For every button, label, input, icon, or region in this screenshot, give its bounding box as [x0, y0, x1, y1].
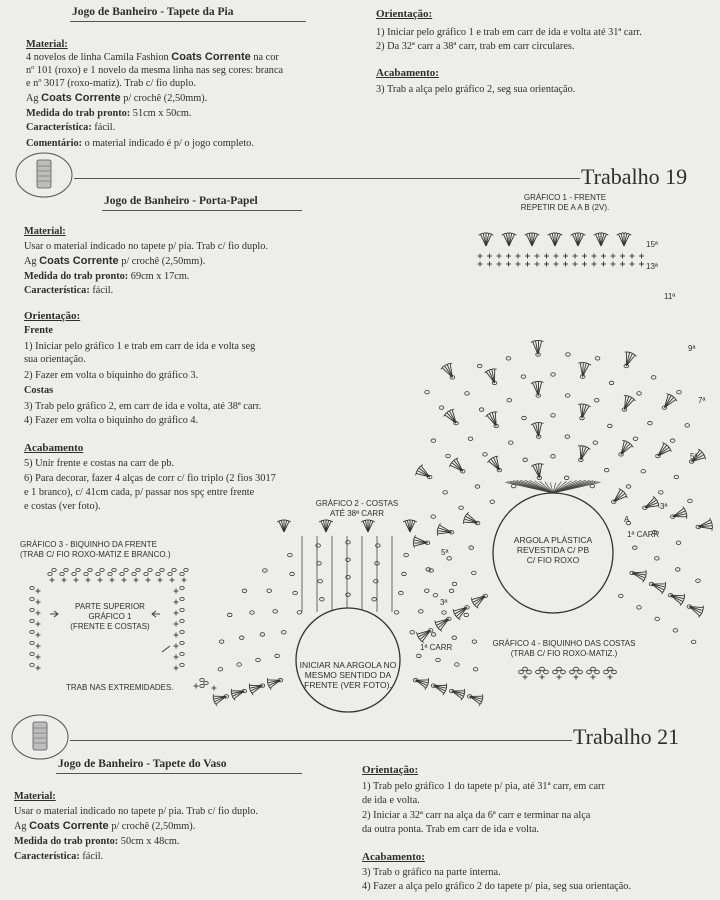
- orientation-step-1: 1) Iniciar pelo gráfico 1 e trab em carr de ida e volta até 31ª carr.: [376, 27, 642, 38]
- needle-line-21: Ag Coats Corrente p/ crochê (2,50mm).: [14, 820, 196, 832]
- finishing-label: Acabamento:: [376, 67, 439, 79]
- orientation21-step-1a: 1) Trab pelo gráfico 1 do tapete p/ pia, até 31ª carr, em carr: [362, 781, 605, 792]
- graph3-bottom-label: TRAB NAS EXTREMIDADES.: [66, 683, 174, 692]
- characteristic-line-21: Característica: fácil.: [14, 851, 104, 862]
- spool-icon-21: [10, 712, 70, 764]
- material-line-3: e nº 3017 (roxo-matiz). Trab c/ fio duplo.: [26, 78, 196, 89]
- graph1-row-15: 15ª: [646, 240, 658, 249]
- section-number-19: Trabalho 19: [581, 164, 688, 189]
- title-tapete-pia: Jogo de Banheiro - Tapete da Pia: [72, 6, 234, 18]
- orientation21-step-1b: de ida e volta.: [362, 795, 420, 806]
- frente-step-2: 2) Fazer em volta o biquinho do gráfico 3.: [24, 370, 199, 381]
- size-line-19: Medida do trab pronto: 69cm x 17cm.: [24, 271, 190, 282]
- graph1-row-7: 7ª: [698, 396, 706, 405]
- title-tapete-vaso: Jogo de Banheiro - Tapete do Vaso: [58, 758, 227, 770]
- graph4-stitches: [519, 667, 617, 679]
- finishing-step-6a: 6) Para decorar, fazer 4 alças de corr c/ fio triplo (2 fios 3017: [24, 473, 276, 484]
- frente-step-1b: sua orientação.: [24, 354, 86, 365]
- orientation21-step-2b: da outra ponta. Trab em carr de ida e volta.: [362, 824, 539, 835]
- title-porta-papel: Jogo de Banheiro - Porta-Papel: [104, 195, 258, 207]
- characteristic-line-19: Característica: fácil.: [24, 285, 114, 296]
- material-line-1: 4 novelos de linha Camila Fashion Coats Corrente na cor: [26, 51, 279, 63]
- finishing-step-3: 3) Trab a alça pelo gráfico 2, seg sua orientação.: [376, 84, 576, 95]
- costas-label: Costas: [24, 385, 54, 396]
- graph1-mark-a: A: [624, 515, 630, 524]
- frente-label: Frente: [24, 325, 53, 336]
- orientation-step-2: 2) Da 32ª carr a 38ª carr, trab em carr circulares.: [376, 41, 575, 52]
- material-line-2: nº 101 (roxo) e 1 novelo da mesma linha nas seg cores: branca: [26, 65, 284, 76]
- material-line-19: Usar o material indicado no tapete p/ pia. Trab c/ fio duplo.: [24, 241, 268, 252]
- finishing-step-6b: e 1 branco), c/ 41cm cada, p/ passar nos spç entre frente: [24, 487, 255, 498]
- graph2-row-3: 3ª: [440, 598, 448, 607]
- orientation-label-21: Orientação:: [362, 764, 419, 776]
- section-divider-21: [70, 740, 572, 741]
- graph1-title: GRÁFICO 1 - FRENTE REPETIR DE A A B (2V).: [520, 193, 610, 212]
- finishing-step-5: 5) Unir frente e costas na carr de pb.: [24, 458, 175, 469]
- size-line: Medida do trab pronto: 51cm x 50cm.: [26, 108, 192, 119]
- graph2-ring-label: INICIAR NA ARGOLA NO MESMO SENTIDO DA FRENTE (VER FOTO).: [299, 660, 397, 690]
- graph1-row-9: 9ª: [688, 344, 696, 353]
- graph4-chart: [515, 664, 625, 684]
- graph3-center-label: PARTE SUPERIOR GRÁFICO 1 (FRENTE E COSTAS): [70, 602, 150, 631]
- needle-line: Ag Coats Corrente p/ crochê (2,50mm).: [26, 92, 208, 104]
- finishing21-step-4: 4) Fazer a alça pelo gráfico 2 do tapete p/ pia, seg sua orientação.: [362, 881, 632, 892]
- comment-line: Comentário: o material indicado é p/ o jogo completo.: [26, 138, 254, 149]
- graph1-ring-label: ARGOLA PLÁSTICA REVESTIDA C/ PB C/ FIO ROXO: [513, 535, 593, 565]
- material-label-21: Material:: [14, 791, 56, 802]
- graph1-row-3: 3ª: [660, 502, 668, 511]
- section-divider-19: [74, 178, 580, 179]
- characteristic-line: Característica: fácil.: [26, 122, 116, 133]
- costas-step-4: 4) Fazer em volta o biquinho do gráfico 4.: [24, 415, 199, 426]
- finishing-step-6c: e costas (ver foto).: [24, 501, 101, 512]
- section-number-21: Trabalho 21: [573, 724, 680, 749]
- title-underline-19: [102, 210, 302, 211]
- finishing21-step-3: 3) Trab o gráfico na parte interna.: [362, 867, 501, 878]
- graph2-row-5: 5ª: [441, 548, 449, 557]
- title-underline: [70, 21, 306, 22]
- costas-step-3: 3) Trab pelo gráfico 2, em carr de ida e volta, até 38ª carr.: [24, 401, 262, 412]
- graph1-row-13: 13ª: [646, 262, 658, 271]
- graph1-row-5: 5ª: [690, 452, 698, 461]
- needle-line-19: Ag Coats Corrente p/ crochê (2,50mm).: [24, 255, 206, 267]
- finishing-label-19: Acabamento: [24, 442, 84, 454]
- graph1-row-11: 11ª: [664, 292, 676, 301]
- frente-step-1a: 1) Iniciar pelo gráfico 1 e trab em carr de ida e volta seg: [24, 341, 256, 352]
- orientation21-step-2a: 2) Iniciar a 32ª carr na alça da 6ª carr e terminar na alça: [362, 810, 591, 821]
- graph2-first-row: 1ª CARR: [420, 643, 453, 652]
- title-underline-21: [56, 773, 302, 774]
- material-line-21: Usar o material indicado no tapete p/ pia. Trab c/ fio duplo.: [14, 806, 258, 817]
- graph4-title: GRÁFICO 4 - BIQUINHO DAS COSTAS (TRAB C/ FIO ROXO-MATIZ.): [492, 639, 636, 658]
- graph3-title: GRÁFICO 3 - BIQUINHO DA FRENTE (TRAB C/ FIO ROXO-MATIZ E BRANCO.): [20, 540, 171, 559]
- material-label-19: Material:: [24, 226, 66, 237]
- material-label: Material:: [26, 39, 68, 50]
- size-line-21: Medida do trab pronto: 50cm x 48cm.: [14, 836, 180, 847]
- graph1-first-row: 1ª CARR: [627, 530, 660, 539]
- orientation-label-19: Orientação:: [24, 310, 81, 322]
- spool-icon-19: [14, 150, 74, 202]
- orientation-label: Orientação:: [376, 8, 433, 20]
- graph2-title: GRÁFICO 2 - COSTAS ATÉ 38ª CARR: [315, 499, 399, 518]
- finishing-label-21: Acabamento:: [362, 851, 425, 863]
